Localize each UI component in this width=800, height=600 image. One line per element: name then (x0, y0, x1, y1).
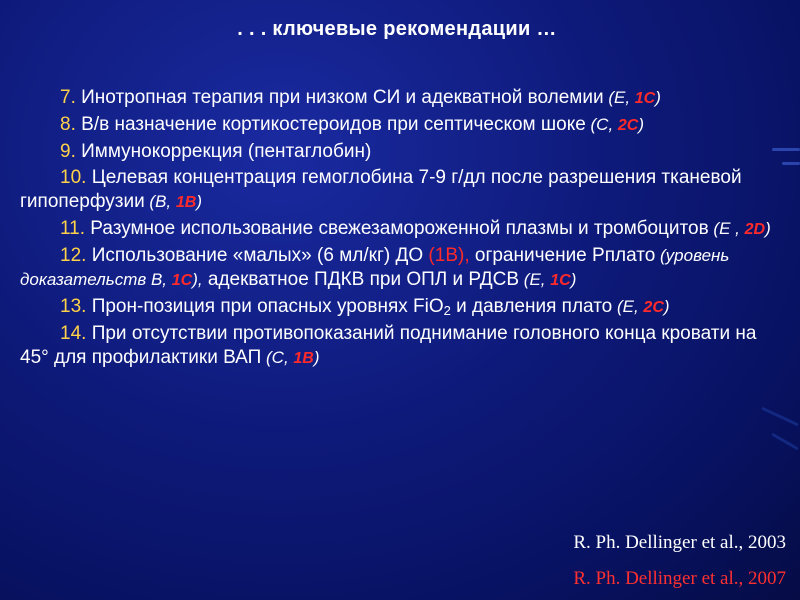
list-item: 14. При отсутствии противопоказаний поднимание головного конца кровати на 45° для профилактики ВАП (C, 1B) (20, 323, 757, 368)
list-item: 7. Инотропная терапия при низком СИ и адекватной волемии (E, 1C) (60, 87, 661, 108)
reference-2007: R. Ph. Dellinger et al., 2007 (573, 568, 786, 589)
slide-title: . . . ключевые рекомендации … (237, 18, 557, 40)
reference-2003: R. Ph. Dellinger et al., 2003 (573, 532, 786, 553)
decorative-stripe (771, 433, 798, 451)
list-item: 13. Прон-позиция при опасных уровнях FiO$_2$ и давления плато (E, 2C) (60, 296, 670, 318)
list-item: 9. Иммунокоррекция (пентаглобин) (60, 141, 372, 162)
decorative-stripe (761, 407, 799, 427)
list-item: 8. В/в назначение кортикостероидов при септическом шоке (C, 2C) (60, 114, 645, 135)
list-item: 10. Целевая концентрация гемоглобина 7-9 г/дл после разрешения тканевой гипоперфузии (B, 1B) (20, 167, 742, 212)
list-item: 12. Использование «малых» (6 мл/кг) ДО (1B), ограничение Pплато (уровень доказательств B, 1C), адекватное ПДКВ при ОПЛ и РДСВ (E, 1C) (20, 245, 730, 290)
decorative-stripe (782, 162, 800, 165)
recommendations-list (20, 86, 782, 373)
list-item: 11. Разумное использование свежезамороженной плазмы и тромбоцитов (E , 2D) (60, 218, 771, 239)
